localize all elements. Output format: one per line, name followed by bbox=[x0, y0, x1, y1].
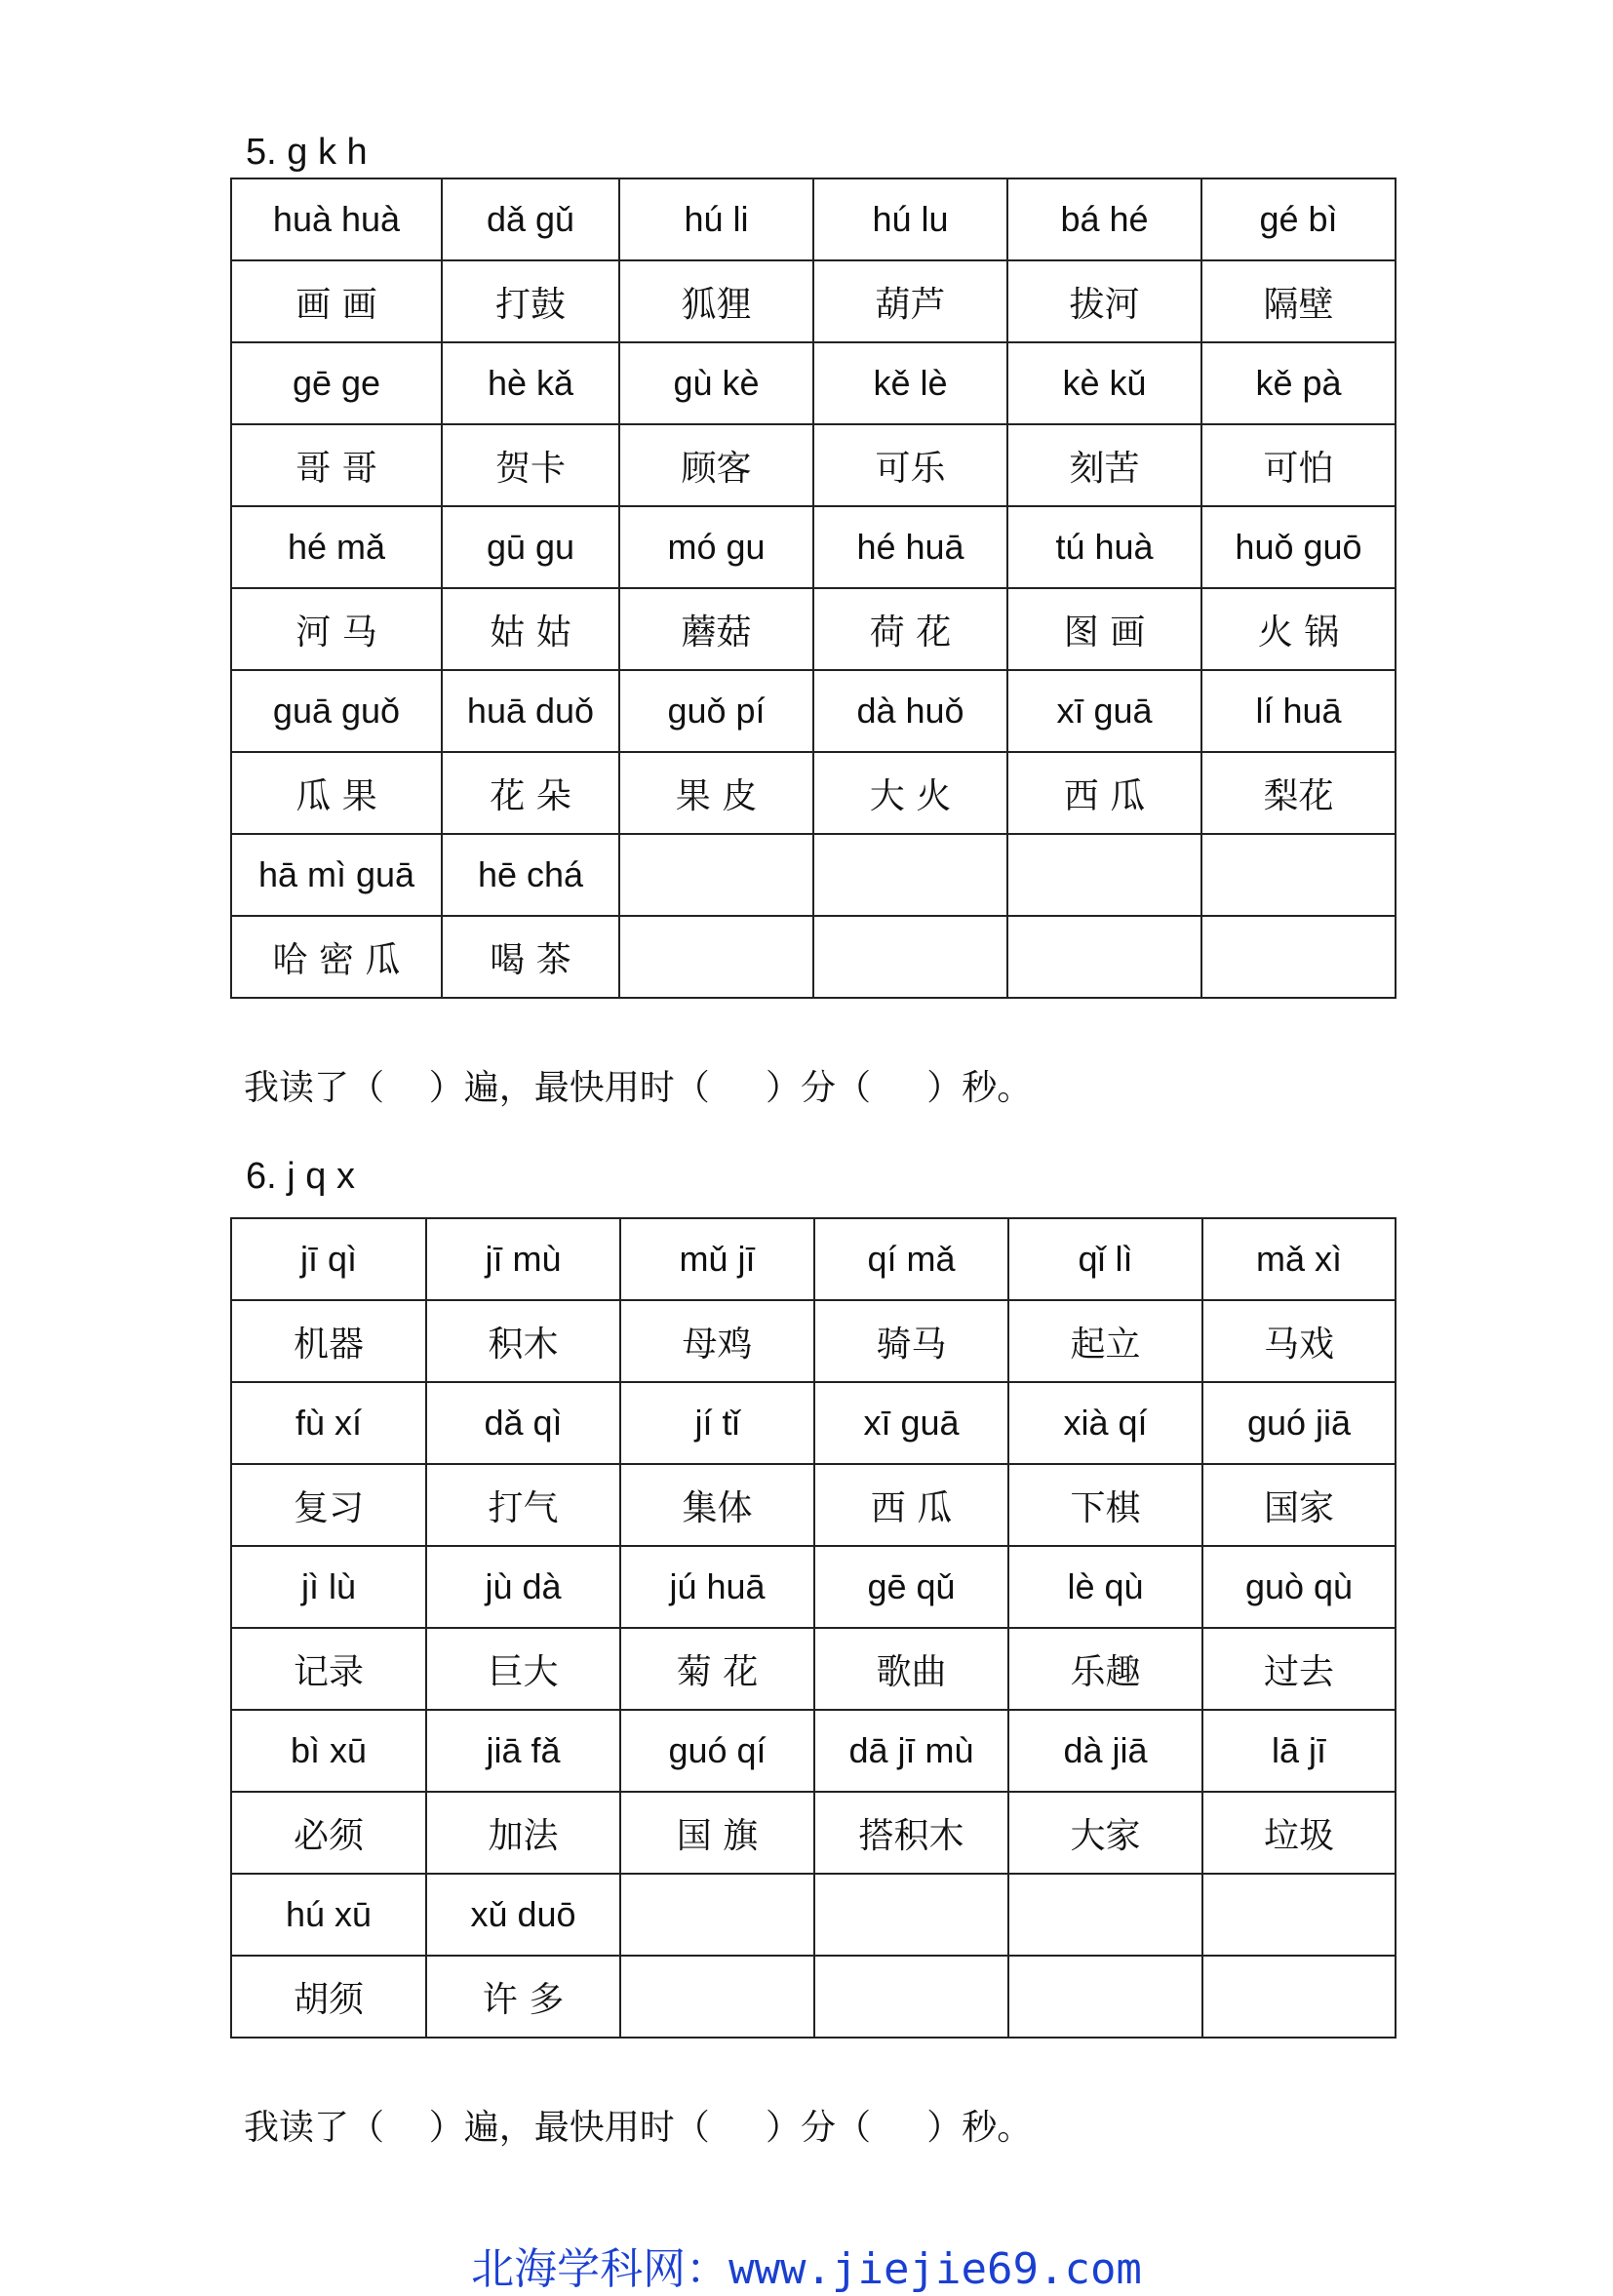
hanzi-cell: 葫芦 bbox=[813, 260, 1007, 342]
pinyin-cell: dǎ gǔ bbox=[442, 178, 619, 260]
pinyin-cell: mǔ jī bbox=[620, 1218, 814, 1300]
hanzi-cell: 可乐 bbox=[813, 424, 1007, 506]
pinyin-cell: xià qí bbox=[1008, 1382, 1202, 1464]
pinyin-cell: dǎ qì bbox=[426, 1382, 620, 1464]
hanzi-cell: 图 画 bbox=[1007, 588, 1201, 670]
pinyin-cell: hé mǎ bbox=[231, 506, 442, 588]
hanzi-cell: 画 画 bbox=[231, 260, 442, 342]
pinyin-cell: guó qí bbox=[620, 1710, 814, 1792]
pinyin-cell: xǔ duō bbox=[426, 1874, 620, 1956]
hanzi-cell: 花 朵 bbox=[442, 752, 619, 834]
empty-cell bbox=[813, 834, 1007, 916]
pinyin-cell: gē qǔ bbox=[814, 1546, 1008, 1628]
hanzi-cell: 起立 bbox=[1008, 1300, 1202, 1382]
hanzi-cell: 歌曲 bbox=[814, 1628, 1008, 1710]
hanzi-cell: 垃圾 bbox=[1202, 1792, 1396, 1874]
hanzi-cell: 喝 茶 bbox=[442, 916, 619, 998]
pinyin-cell: qí mǎ bbox=[814, 1218, 1008, 1300]
pinyin-row bbox=[231, 1546, 1396, 1628]
hanzi-cell: 姑 姑 bbox=[442, 588, 619, 670]
pinyin-cell: dà jiā bbox=[1008, 1710, 1202, 1792]
empty-cell bbox=[1202, 1874, 1396, 1956]
pinyin-row bbox=[231, 506, 1396, 588]
footer-url: www.jiejie69.com bbox=[728, 2244, 1142, 2294]
pinyin-cell: lí huā bbox=[1201, 670, 1396, 752]
hanzi-row bbox=[231, 916, 1396, 998]
hanzi-cell: 顾客 bbox=[619, 424, 813, 506]
pinyin-cell: dā jī mù bbox=[814, 1710, 1008, 1792]
hanzi-cell: 马戏 bbox=[1202, 1300, 1396, 1382]
pinyin-cell: hē chá bbox=[442, 834, 619, 916]
pinyin-cell: kè kǔ bbox=[1007, 342, 1201, 424]
hanzi-cell: 菊 花 bbox=[620, 1628, 814, 1710]
pinyin-cell: huā duǒ bbox=[442, 670, 619, 752]
footer-site-name: 北海学科网： bbox=[471, 2244, 729, 2294]
hanzi-cell: 可怕 bbox=[1201, 424, 1396, 506]
pinyin-cell: fù xí bbox=[231, 1382, 426, 1464]
pinyin-cell: jī mù bbox=[426, 1218, 620, 1300]
hanzi-cell: 大 火 bbox=[813, 752, 1007, 834]
hanzi-row bbox=[231, 752, 1396, 834]
hanzi-cell: 果 皮 bbox=[619, 752, 813, 834]
empty-cell bbox=[620, 1874, 814, 1956]
hanzi-cell: 蘑菇 bbox=[619, 588, 813, 670]
hanzi-cell: 哥 哥 bbox=[231, 424, 442, 506]
hanzi-cell: 乐趣 bbox=[1008, 1628, 1202, 1710]
pinyin-cell: tú huà bbox=[1007, 506, 1201, 588]
hanzi-cell: 火 锅 bbox=[1201, 588, 1396, 670]
hanzi-row bbox=[231, 424, 1396, 506]
pinyin-cell: guó jiā bbox=[1202, 1382, 1396, 1464]
pinyin-cell: dà huǒ bbox=[813, 670, 1007, 752]
pinyin-cell: jī qì bbox=[231, 1218, 426, 1300]
pinyin-cell: jiā fǎ bbox=[426, 1710, 620, 1792]
hanzi-row bbox=[231, 1300, 1396, 1382]
hanzi-cell: 荷 花 bbox=[813, 588, 1007, 670]
pinyin-cell: mǎ xì bbox=[1202, 1218, 1396, 1300]
hanzi-row bbox=[231, 1628, 1396, 1710]
pinyin-cell: gé bì bbox=[1201, 178, 1396, 260]
pinyin-cell: hè kǎ bbox=[442, 342, 619, 424]
empty-cell bbox=[1201, 916, 1396, 998]
footer-watermark bbox=[0, 2234, 1613, 2296]
hanzi-cell: 国家 bbox=[1202, 1464, 1396, 1546]
pinyin-cell: bì xū bbox=[231, 1710, 426, 1792]
hanzi-cell: 搭积木 bbox=[814, 1792, 1008, 1874]
pinyin-cell: lè qù bbox=[1008, 1546, 1202, 1628]
word-grid-j-q-x bbox=[230, 1217, 1397, 2039]
hanzi-cell: 母鸡 bbox=[620, 1300, 814, 1382]
hanzi-cell: 机器 bbox=[231, 1300, 426, 1382]
reading-record: 我读了（ ）遍，最快用时（ ）分（ ）秒。 bbox=[244, 2108, 1033, 2148]
hanzi-cell: 西 瓜 bbox=[814, 1464, 1008, 1546]
pinyin-cell: jù dà bbox=[426, 1546, 620, 1628]
empty-cell bbox=[619, 916, 813, 998]
pinyin-cell: hú xū bbox=[231, 1874, 426, 1956]
pinyin-cell: xī guā bbox=[814, 1382, 1008, 1464]
hanzi-cell: 骑马 bbox=[814, 1300, 1008, 1382]
pinyin-cell: guǒ pí bbox=[619, 670, 813, 752]
pinyin-row bbox=[231, 1218, 1396, 1300]
pinyin-cell: kě pà bbox=[1201, 342, 1396, 424]
hanzi-cell: 打鼓 bbox=[442, 260, 619, 342]
hanzi-cell: 下棋 bbox=[1008, 1464, 1202, 1546]
pinyin-row bbox=[231, 1382, 1396, 1464]
hanzi-cell: 记录 bbox=[231, 1628, 426, 1710]
pinyin-cell: xī guā bbox=[1007, 670, 1201, 752]
hanzi-cell: 梨花 bbox=[1201, 752, 1396, 834]
pinyin-row bbox=[231, 178, 1396, 260]
hanzi-row bbox=[231, 1792, 1396, 1874]
pinyin-cell: bá hé bbox=[1007, 178, 1201, 260]
empty-cell bbox=[619, 834, 813, 916]
pinyin-cell: hé huā bbox=[813, 506, 1007, 588]
pinyin-cell: qǐ lì bbox=[1008, 1218, 1202, 1300]
word-grid-g-k-h bbox=[230, 178, 1397, 999]
hanzi-cell: 国 旗 bbox=[620, 1792, 814, 1874]
hanzi-cell: 拔河 bbox=[1007, 260, 1201, 342]
pinyin-cell: jú huā bbox=[620, 1546, 814, 1628]
empty-cell bbox=[1008, 1956, 1202, 2038]
pinyin-cell: huǒ guō bbox=[1201, 506, 1396, 588]
pinyin-cell: hú li bbox=[619, 178, 813, 260]
hanzi-cell: 集体 bbox=[620, 1464, 814, 1546]
hanzi-cell: 河 马 bbox=[231, 588, 442, 670]
hanzi-cell: 隔壁 bbox=[1201, 260, 1396, 342]
empty-cell bbox=[1008, 1874, 1202, 1956]
pinyin-cell: jí tǐ bbox=[620, 1382, 814, 1464]
empty-cell bbox=[1201, 834, 1396, 916]
hanzi-cell: 瓜 果 bbox=[231, 752, 442, 834]
hanzi-cell: 复习 bbox=[231, 1464, 426, 1546]
hanzi-cell: 哈 密 瓜 bbox=[231, 916, 442, 998]
hanzi-cell: 贺卡 bbox=[442, 424, 619, 506]
hanzi-cell: 加法 bbox=[426, 1792, 620, 1874]
pinyin-cell: hā mì guā bbox=[231, 834, 442, 916]
hanzi-cell: 打气 bbox=[426, 1464, 620, 1546]
hanzi-row bbox=[231, 588, 1396, 670]
pinyin-cell: gū gu bbox=[442, 506, 619, 588]
empty-cell bbox=[1007, 834, 1201, 916]
hanzi-cell: 狐狸 bbox=[619, 260, 813, 342]
empty-cell bbox=[814, 1956, 1008, 2038]
hanzi-row bbox=[231, 1956, 1396, 2038]
pinyin-cell: huà huà bbox=[231, 178, 442, 260]
empty-cell bbox=[1007, 916, 1201, 998]
hanzi-cell: 刻苦 bbox=[1007, 424, 1201, 506]
hanzi-cell: 积木 bbox=[426, 1300, 620, 1382]
pinyin-row bbox=[231, 342, 1396, 424]
pinyin-row bbox=[231, 670, 1396, 752]
hanzi-cell: 胡须 bbox=[231, 1956, 426, 2038]
section-title: 6. j q x bbox=[246, 1156, 355, 1197]
pinyin-row bbox=[231, 1874, 1396, 1956]
pinyin-cell: kě lè bbox=[813, 342, 1007, 424]
hanzi-cell: 大家 bbox=[1008, 1792, 1202, 1874]
hanzi-cell: 必须 bbox=[231, 1792, 426, 1874]
pinyin-row bbox=[231, 1710, 1396, 1792]
empty-cell bbox=[1202, 1956, 1396, 2038]
hanzi-row bbox=[231, 1464, 1396, 1546]
pinyin-cell: jì lù bbox=[231, 1546, 426, 1628]
empty-cell bbox=[814, 1874, 1008, 1956]
pinyin-cell: gù kè bbox=[619, 342, 813, 424]
hanzi-cell: 西 瓜 bbox=[1007, 752, 1201, 834]
hanzi-cell: 许 多 bbox=[426, 1956, 620, 2038]
pinyin-cell: gē ge bbox=[231, 342, 442, 424]
pinyin-cell: guò qù bbox=[1202, 1546, 1396, 1628]
pinyin-cell: hú lu bbox=[813, 178, 1007, 260]
empty-cell bbox=[620, 1956, 814, 2038]
reading-record: 我读了（ ）遍，最快用时（ ）分（ ）秒。 bbox=[244, 1068, 1033, 1108]
pinyin-cell: lā jī bbox=[1202, 1710, 1396, 1792]
pinyin-cell: guā guǒ bbox=[231, 670, 442, 752]
pinyin-cell: mó gu bbox=[619, 506, 813, 588]
hanzi-cell: 过去 bbox=[1202, 1628, 1396, 1710]
hanzi-row bbox=[231, 260, 1396, 342]
pinyin-row bbox=[231, 834, 1396, 916]
hanzi-cell: 巨大 bbox=[426, 1628, 620, 1710]
empty-cell bbox=[813, 916, 1007, 998]
section-title: 5. g k h bbox=[246, 132, 368, 173]
